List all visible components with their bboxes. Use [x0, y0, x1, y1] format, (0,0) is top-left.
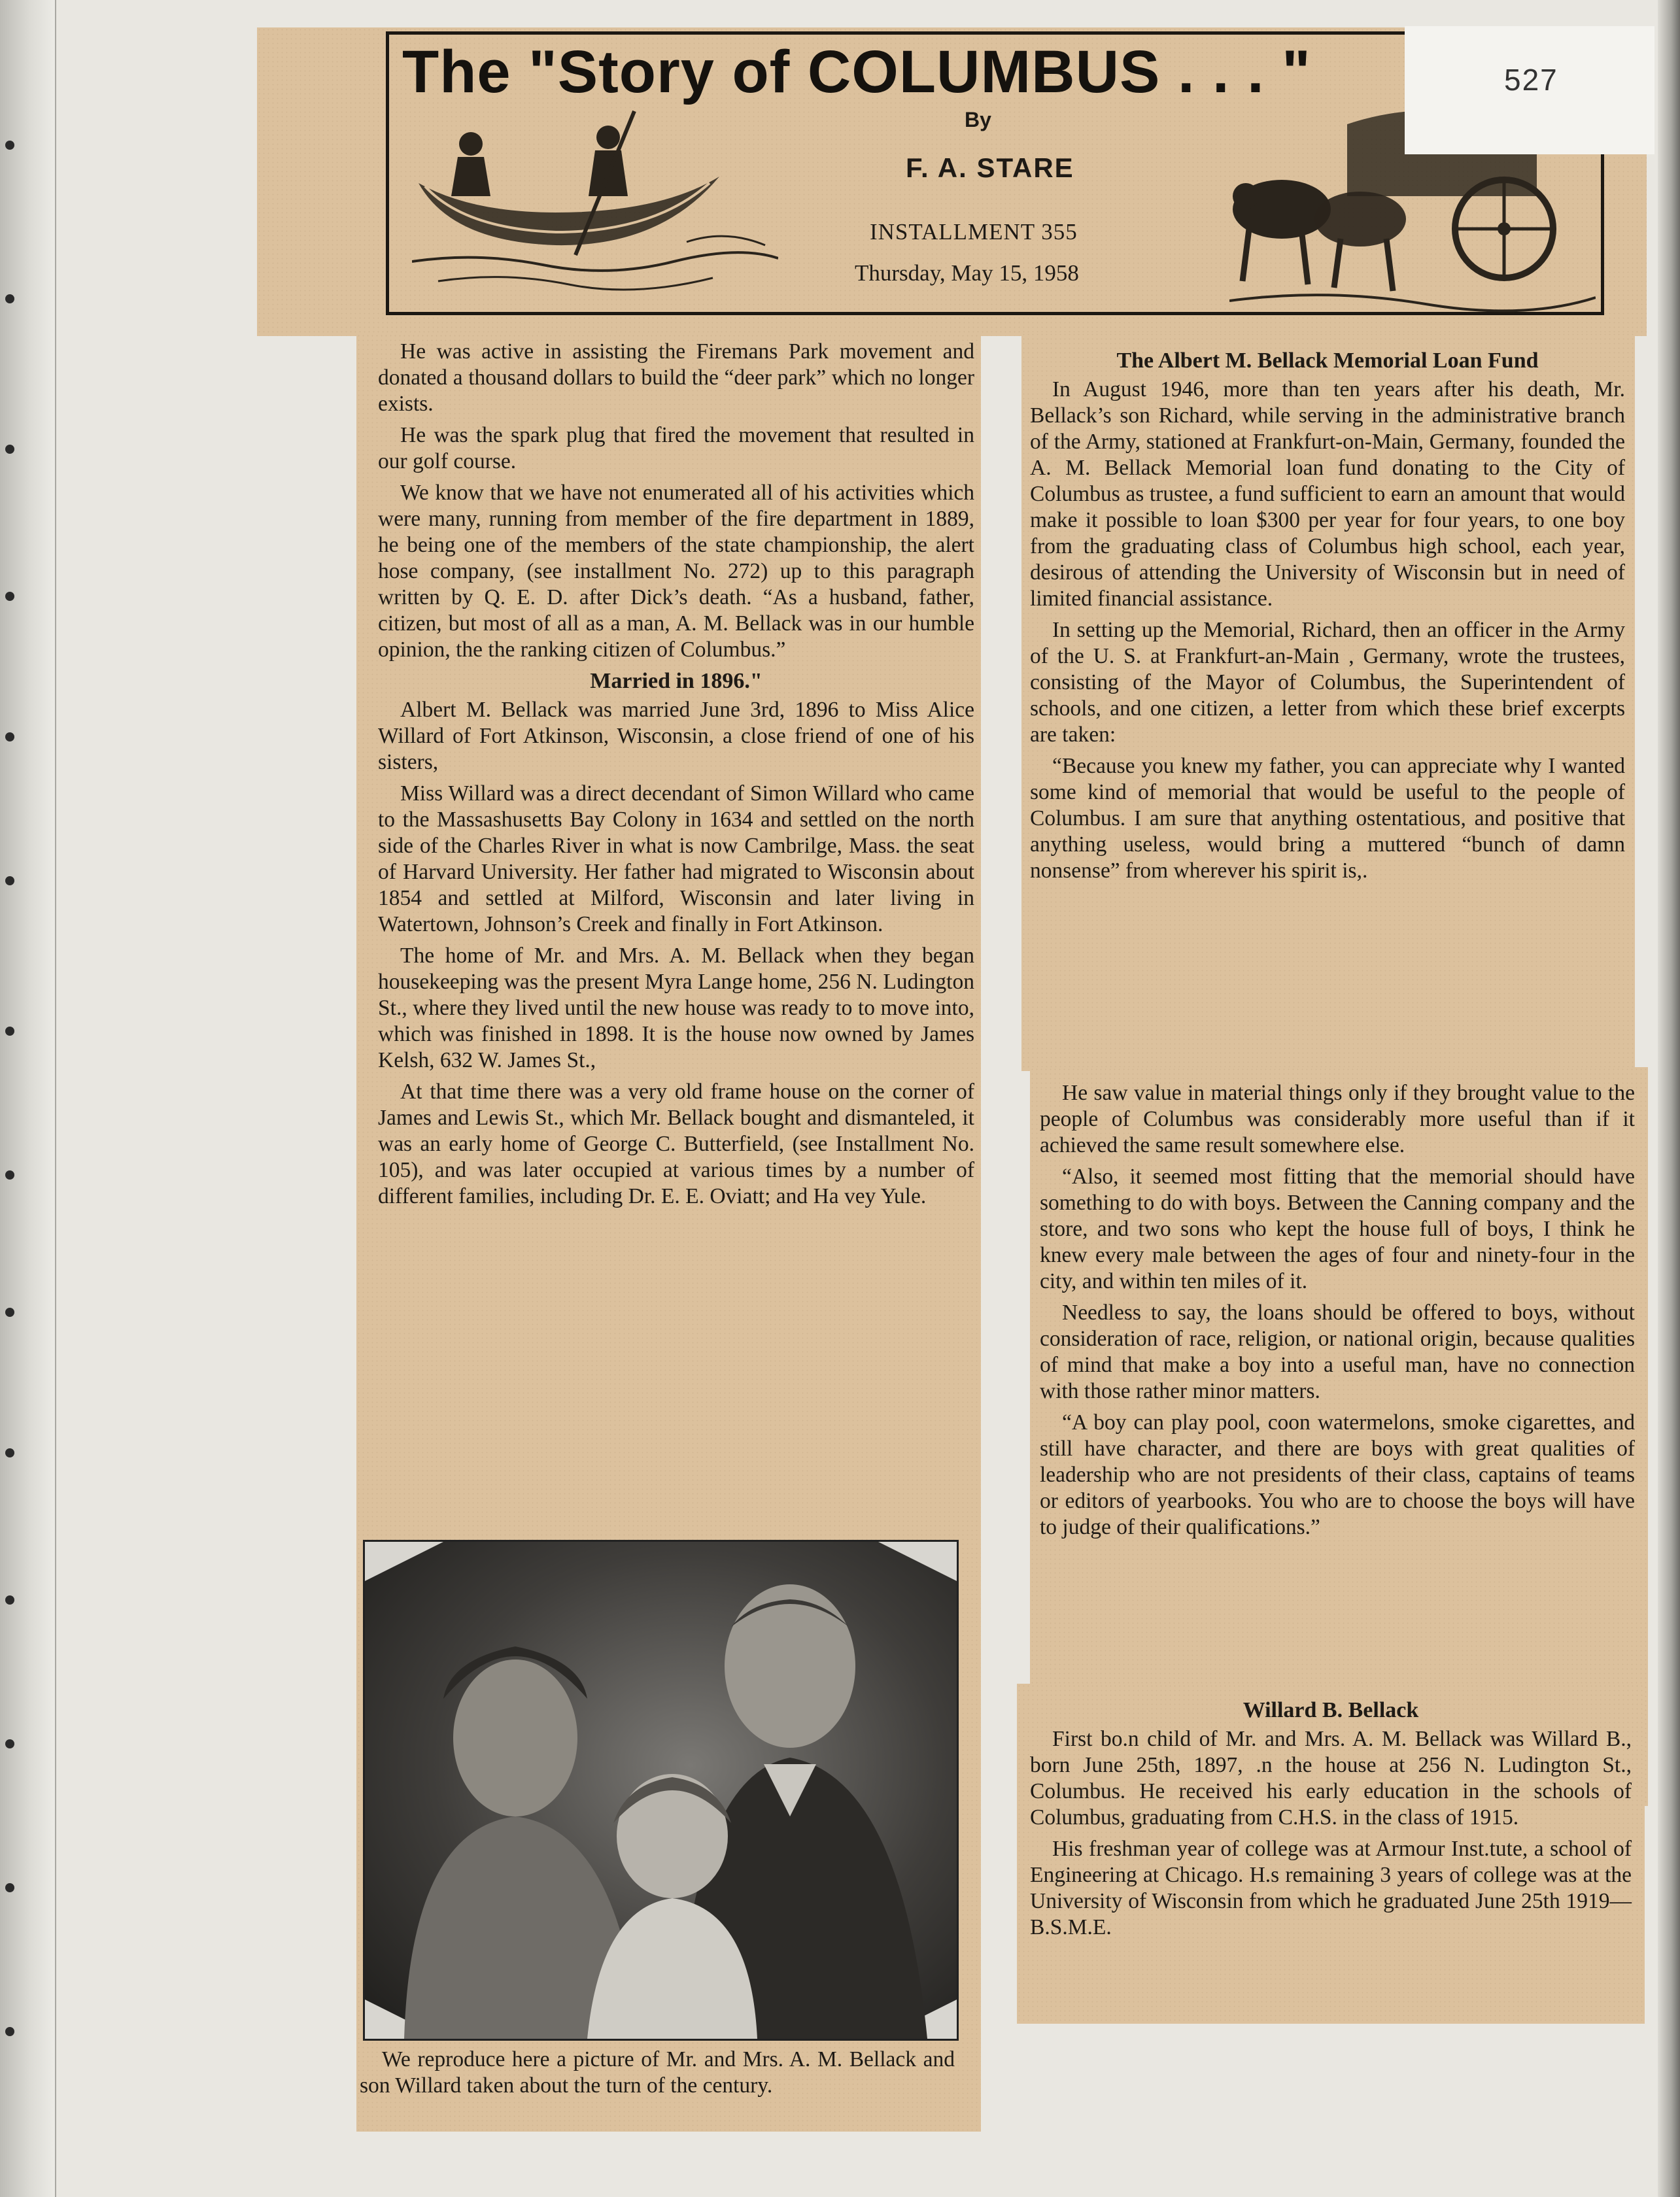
binding-hole: [5, 592, 14, 601]
paragraph: He was active in assisting the Firemans Park movement and donated a thousand dollars to build the “deer park” which no longer exists.: [378, 339, 974, 416]
binding-hole: [5, 1739, 14, 1748]
right-article-column-bottom: [1030, 1695, 1632, 1946]
page-number: 527: [1504, 63, 1558, 97]
binding-hole: [5, 1308, 14, 1317]
paragraph: “Also, it seemed most fitting that the memorial should have something to do with boys. Between the Canning company and the store, and two sons who kept the house full of boys, I think he knew every male between the ages of four and ninety-four in the city, and within ten miles of it.: [1040, 1165, 1635, 1293]
publication-date: Thursday, May 15, 1958: [855, 260, 1079, 286]
binding-hole: [5, 1595, 14, 1605]
photo-caption: [360, 2047, 955, 2099]
paragraph: Albert M. Bellack was married June 3rd, 1896 to Miss Alice Willard of Fort Atkinson, Wisconsin, a close friend of one of his sisters,: [378, 698, 974, 774]
author: F. A. STARE: [906, 152, 1074, 183]
page-edge: [1658, 0, 1680, 2197]
caption-text: We reproduce here a picture of Mr. and Mrs. A. M. Bellack and son Willard taken about the turn of the century.: [360, 2047, 955, 2098]
binding-hole: [5, 294, 14, 303]
binding-hole: [5, 1448, 14, 1457]
family-portrait-photo: [363, 1540, 959, 2041]
binding-hole: [5, 2027, 14, 2036]
binding-hole: [5, 141, 14, 150]
binding-hole: [5, 1027, 14, 1036]
binding-hole: [5, 1883, 14, 1892]
binding-hole: [5, 732, 14, 741]
paragraph: In August 1946, more than ten years after his death, Mr. Bellack’s son Richard, while serving in the administrative branch of the Army, stationed at Frankfurt-on-Main, Germany, founded the A. M. Bellack Memorial loan fund donating to the City of Columbus as trustee, a fund sufficient to earn an amount that would make it possible to loan $300 per year for four years, to one boy from the graduating class of Columbus high school, each year, desirous of attending the University of Wisconsin but in need of limited financial assistance.: [1030, 377, 1625, 611]
paragraph: The home of Mr. and Mrs. A. M. Bellack when they began housekeeping was the present Myra Lange home, 256 N. Ludington St., where they lived until the new house was ready to to move into, which was finished in 1898. It is the house now owned by James Kelsh, 632 W. James St.,: [378, 944, 974, 1072]
section-heading-willard: Willard B. Bellack: [1243, 1698, 1419, 1722]
binding-hole: [5, 1170, 14, 1180]
section-heading-married: Married in 1896.": [590, 669, 763, 693]
canoe-illustration: [412, 98, 778, 301]
byline: By: [965, 108, 991, 131]
section-heading-loan-fund: The Albert M. Bellack Memorial Loan Fund: [1116, 349, 1539, 373]
binding-hole: [5, 876, 14, 885]
paragraph: Needless to say, the loans should be offered to boys, without consideration of race, religion, or national origin, because qualities of mind that make a boy into a useful man, have no connection with those rather minor matters.: [1040, 1301, 1635, 1403]
paragraph: He was the spark plug that fired the movement that resulted in our golf course.: [378, 423, 974, 473]
paragraph: We know that we have not enumerated all of his activities which were many, running from member of the fire department in 1889, he being one of the members of the state championship, the alert hose company, (see installment No. 272) up to this paragraph written by Q. E. D. after Dick’s death. “As a husband, father, citizen, but most of all as a man, A. M. Bellack was in our humble opinion, the the ranking citizen of Columbus.”: [378, 481, 974, 662]
binding-hole: [5, 445, 14, 454]
paragraph: His freshman year of college was at Armour Inst.tute, a school of Engineering at Chicago. H.s remaining 3 years of college was at the University of Wisconsin from which he graduated June 25th 1919—B.S.M.E.: [1030, 1837, 1632, 1939]
album-binding: [0, 0, 56, 2197]
installment-number: INSTALLMENT 355: [870, 219, 1078, 245]
paragraph: “A boy can play pool, coon watermelons, smoke cigarettes, and still have character, and there are boys with great qualities of leadership who are not presidents of their class, captains of teams or editors of yearbooks. You who are to choose the boys will have to judge of their qualifications.”: [1040, 1410, 1635, 1539]
right-article-column-middle: [1040, 1080, 1635, 1546]
paragraph: In setting up the Memorial, Richard, then an officer in the Army of the U. S. at Frankfurt-an-Main , Germany, wrote the trustees, consisting of the Mayor of Columbus, the Superintendent of schools, and one citizen, a letter from which these brief excerpts are taken:: [1030, 618, 1625, 747]
left-article-column: [378, 339, 974, 1215]
right-article-column-top: [1030, 345, 1625, 889]
paragraph: Miss Willard was a direct decendant of Simon Willard who came to the Massashusetts Bay Colony in 1634 and settled on the north side of the Charles River in what is now Cambrilge, Mass. the seat of Harvard University. Her father had migrated to Wisconsin about 1854 and settled at Milford, Wisconsin and later living in Watertown, Johnson’s Creek and finally in Fort Atkinson.: [378, 781, 974, 936]
masthead-title: The "Story of COLUMBUS . . . ": [402, 39, 1311, 105]
paragraph: “Because you knew my father, you can appreciate why I wanted some kind of memorial that would be useful to the people of Columbus. I am sure that anything ostentatious, and positive that anything useless, would bring a muttered “bunch of damn nonsense” from wherever his spirit is,.: [1030, 754, 1625, 883]
paragraph: At that time there was a very old frame house on the corner of James and Lewis St., which Mr. Bellack bought and dismanteled, it was an early home of George C. Butterfield, (see Installment No. 105), and was later occupied at various times by a number of different families, including Dr. E. E. Oviatt; and Ha vey Yule.: [378, 1080, 974, 1208]
paragraph: He saw value in material things only if they brought value to the people of Columbus was considerably more useful than if it achieved the same result somewhere else.: [1040, 1081, 1635, 1157]
paragraph: First bo.n child of Mr. and Mrs. A. M. Bellack was Willard B., born June 25th, 1897, .n the house at 256 N. Ludington St., Columbus. He received his early education in the schools of Columbus, graduating from C.H.S. in the class of 1915.: [1030, 1727, 1632, 1830]
